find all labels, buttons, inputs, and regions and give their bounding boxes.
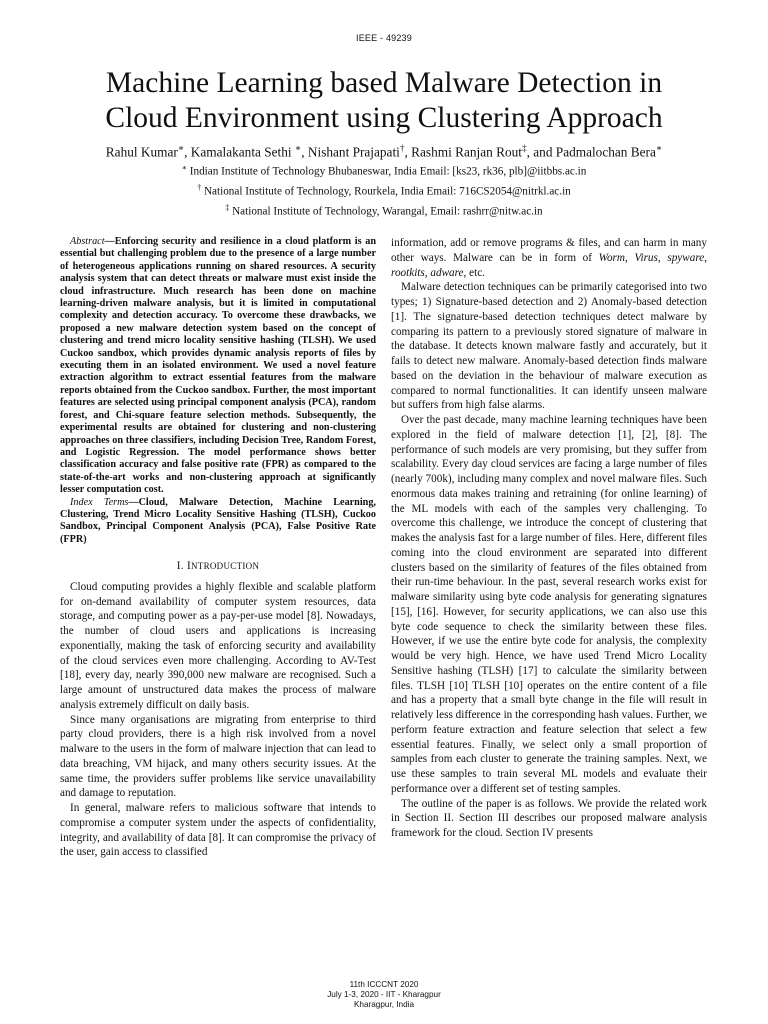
- text-run: , etc.: [463, 266, 485, 279]
- malware-type: Virus: [634, 251, 658, 264]
- affiliation-mark: ‡: [225, 203, 230, 213]
- affiliation-mark: ∗: [181, 163, 187, 172]
- affiliation-line: [40, 200, 728, 220]
- affiliation-text: Indian Institute of Technology Bhubaneswar, India Email: [ks23, rk36, plb]@iitbbs.ac.in: [186, 165, 587, 178]
- body-paragraph: [391, 236, 707, 280]
- body-paragraph: The outline of the paper is as follows. We provide the related work in Section II. Section III describes our proposed malware analysis framework for the cloud. Section IV presents: [391, 797, 707, 839]
- affiliation-text: National Institute of Technology, Rourkela, India Email: 716CS2054@nitrkl.ac.in: [201, 185, 571, 198]
- text-run: ,: [704, 251, 708, 264]
- text-run: ,: [424, 266, 431, 279]
- footer-conference: 11th ICCCNT 2020: [349, 980, 419, 989]
- affiliation-text: National Institute of Technology, Warangal, Email: rashrr@nitw.ac.in: [229, 206, 543, 219]
- conference-id: IEEE - 49239: [356, 33, 412, 43]
- author-name: , and Padmalochan Bera: [526, 144, 656, 160]
- body-paragraph: Over the past decade, many machine learning techniques have been explored in the field of malware detection [1], [2], [8]. The performance of such models are very promising, but they suffer from scalability. Every day cloud services are facing a large number of files (nearly 700k), including many complex and novel malware files. Such enormous data makes training and retraining (for online learning) of the ML models with each of the samples very challenging. To overcome this challenge, we introduce the concept of clustering that makes the analysis fast for a large number of files. Here, different files coming into the cloud environment are separated into different clusters based on the similarity of features of the files obtained from their run-time behaviour. In the past, several research works exist for malware similarity using byte code analysis for generating signatures [15], [16]. However, for security applications, we can also use this byte code sequence to check the similarity between these files. However, if we use the entire byte code for analysis, the complexity would be very high. Hence, we have used Trend Micro Locality Sensitive hashing (TLSH) [17] to calculate the similarity between files. TLSH [10] TLSH [10] operates on the entire content of a file and has a property that a small byte change in the file will result in relatively less difference in the corresponding hash values. Further, we perform feature extraction and feature selection that select a few essential features. Finally, we select only a small proportion of samples from each cluster to generate the training samples. Next, we use these samples to train several ML models and evaluate their performance over a different set of testing samples.: [391, 414, 707, 795]
- malware-type: adware: [430, 266, 464, 279]
- footer-location: Kharagpur, India: [353, 1000, 415, 1009]
- affiliation-list: [40, 160, 728, 221]
- title-line-1: Machine Learning based Malware Detection in: [105, 67, 663, 99]
- paper-title: [40, 66, 728, 136]
- abstract: [60, 236, 376, 497]
- malware-type: Worm: [598, 251, 625, 264]
- right-column: [391, 236, 707, 841]
- body-paragraph: Cloud computing provides a highly flexible and scalable platform for on-demand availability of computer system resources, data storage, and computing power as a pay-per-use model [8]. Nowadays, the number of cloud users and applications is increasing exponentially, making the task of enforcing security and availability of the cloud services even more challenging. According to AV-Test [18], every day, nearly 390,000 new malware are recognised. Such a large amount of unstructured data makes the process of malware analysis extremely difficult on daily basis.: [60, 580, 376, 711]
- affiliation-mark: ∗: [655, 144, 663, 154]
- author-name: , Kamalakanta Sethi: [184, 144, 295, 160]
- malware-type: rootkits: [391, 266, 425, 279]
- abstract-label: Abstract: [70, 236, 105, 247]
- affiliation-mark: †: [399, 144, 405, 154]
- affiliation-mark: ∗: [177, 144, 185, 154]
- section-number: I.: [176, 560, 187, 573]
- title-line-2: Cloud Environment using Clustering Approach: [105, 102, 663, 134]
- left-column: [60, 236, 376, 860]
- affiliation-line: [40, 180, 728, 200]
- footer-dates: July 1-3, 2020 - IIT - Kharagpur: [327, 990, 441, 999]
- page-footer: [0, 980, 768, 1010]
- author-name: Rahul Kumar: [105, 144, 178, 160]
- body-paragraph: Malware detection techniques can be primarily categorised into two types; 1) Signature-based detection and 2) Anomaly-based detection [1]. The signature-based detection techniques detect malware by comparing its pattern to a previously stored signature of malware in the database. It detects known malware fastly and accurately, but it fails to detect new malware. Anomaly-based detection finds malware based on the deviation in the behaviour of malware execution as compared to normal functionalities. It can identify unseen malware but suffers from high false alarms.: [391, 281, 707, 412]
- body-paragraph: In general, malware refers to malicious software that intends to compromise a computer system under the aspects of confidentiality, integrity, and availability of data [8]. It can compromise the privacy of the user, gain access to classified: [60, 802, 376, 859]
- affiliation-mark: ∗: [294, 144, 302, 154]
- text-run: ,: [625, 251, 635, 264]
- affiliation-mark: †: [197, 183, 202, 193]
- malware-type: spyware: [667, 251, 705, 264]
- index-terms-label: Index Terms: [70, 496, 129, 508]
- index-terms: [60, 497, 376, 547]
- body-paragraph: Since many organisations are migrating from enterprise to third party cloud providers, there is a high risk involved from a novel malware to the users in the form of malware injection that can lead to data breaching, VM hijack, and many others security issues. At the same time, the providers suffer problems like service unavailability and damage to reputation.: [60, 713, 376, 800]
- author-name: , Nishant Prajapati: [301, 144, 400, 160]
- affiliation-line: [40, 160, 728, 180]
- text-run: ,: [657, 251, 668, 264]
- section-title-initial: I: [186, 560, 191, 573]
- abstract-text: —Enforcing security and resilience in a cloud platform is an essential but challenging problem due to the presence of a large number of heterogeneous applications running on shared resources. A security analysis system that can detect threats or malware must exist inside the cloud infrastructure. Much research has been done on machine learning-driven malware analysis, but it is limited in computational complexity and detection accuracy. To overcome these drawbacks, we proposed a new malware detection system based on the concept of clustering and trend micro locality sensitive hashing (TLSH). We used Cuckoo sandbox, which provides dynamic analysis reports of files by executing them in an isolated environment. We used a novel feature extraction algorithm to extract essential features from the malware reports obtained from the Cuckoo sandbox. Further, the most important features are selected using principal component analysis (PCA), random forest, and Chi-square feature selection methods. Subsequently, the experimental results are obtained for clustering and non-clustering approaches on three classifiers, including Decision Tree, Random Forest, and Logistic Regression. The model performance shows better classification accuracy and false positive rate (FPR) as compared to the state-of-the-art works and non-clustering approach at significantly lesser computation cost.: [60, 236, 376, 496]
- author-name: , Rashmi Ranjan Rout: [404, 144, 522, 160]
- section-heading-introduction: [60, 559, 376, 574]
- affiliation-mark: ‡: [521, 144, 527, 154]
- author-list: [40, 141, 728, 160]
- text-run: information, add or remove programs & files, and can harm in many other ways. Malware can be in form of: [391, 237, 707, 264]
- index-terms-text: —Cloud, Malware Detection, Machine Learning, Clustering, Trend Micro Locality Sensitive Hashing (TLSH), Cuckoo Sandbox, Principal Component Analysis (PCA), False Positive Rate (FPR): [60, 496, 376, 545]
- section-title-rest: NTRODUCTION: [190, 561, 260, 572]
